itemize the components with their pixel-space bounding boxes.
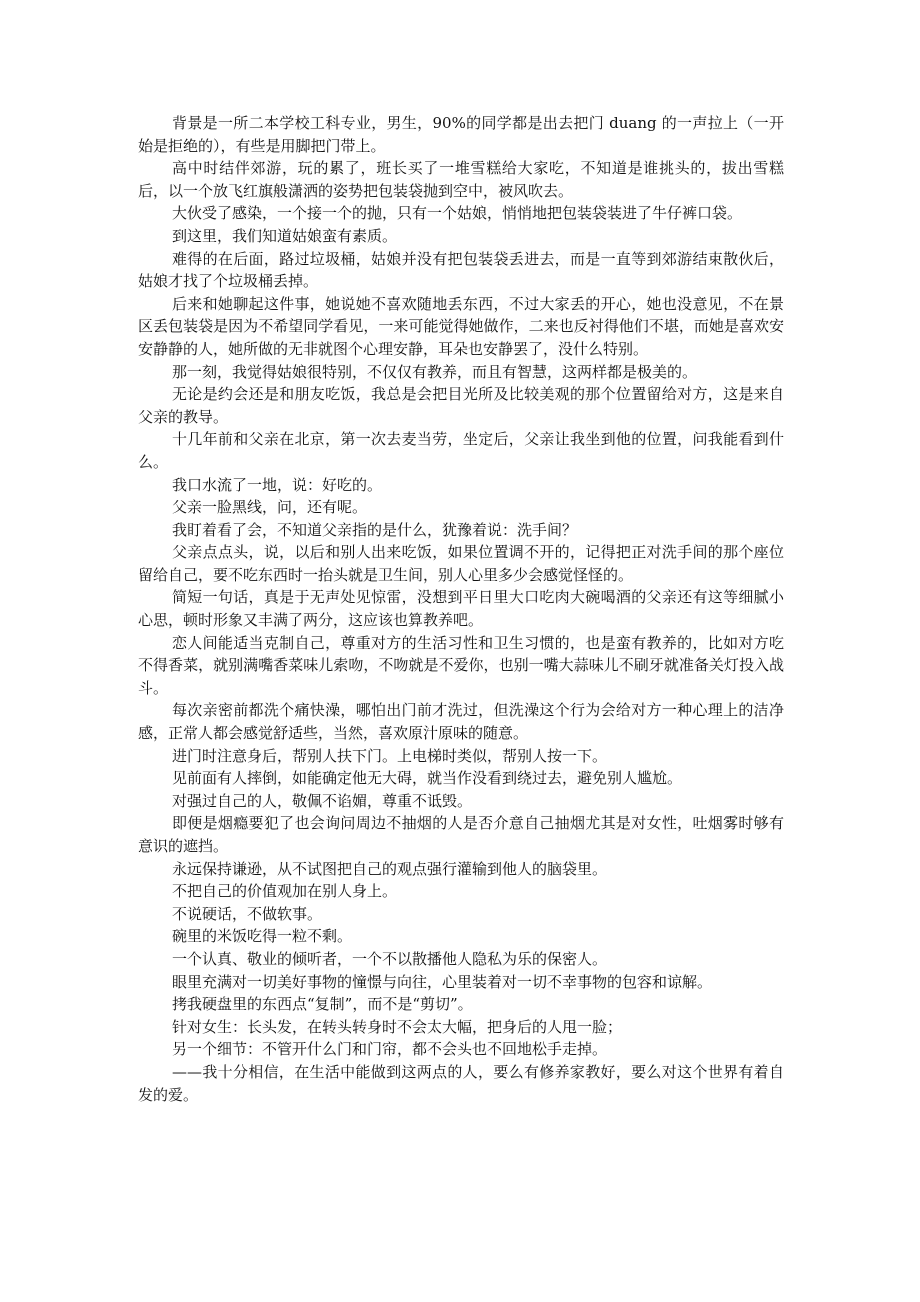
paragraph: 十几年前和父亲在北京，第一次去麦当劳，坐定后，父亲让我坐到他的位置，问我能看到什么。 xyxy=(138,430,784,471)
paragraph: 恋人间能适当克制自己，尊重对方的生活习性和卫生习惯的，也是蛮有教养的，比如对方吃不得香菜，就别满嘴香菜味儿索吻，不吻就是不爱你，也别一嘴大蒜味儿不刷牙就准备关灯投入战斗。 xyxy=(138,633,784,697)
paragraph: 不把自己的价值观加在别人身上。 xyxy=(172,882,398,901)
paragraph: 那一刻，我觉得姑娘很特别，不仅仅有教养，而且有智慧，这两样都是极美的。 xyxy=(172,362,698,381)
paragraph: 另一个细节：不管开什么门和门帘，都不会头也不回地松手走掉。 xyxy=(172,1040,608,1059)
paragraph: 简短一句话，真是于无声处见惊雷，没想到平日里大口吃肉大碗喝酒的父亲还有这等细腻小心思，顿时形象又丰满了两分，这应该也算教养吧。 xyxy=(138,588,784,630)
paragraph: 难得的在后面，路过垃圾桶，姑娘并没有把包装袋丢进去，而是一直等到郊游结束散伙后，姑娘才找了个垃圾桶丢掉。 xyxy=(138,249,784,291)
paragraph: 针对女生：长头发，在转头转身时不会太大幅，把身后的人甩一脸； xyxy=(172,1017,623,1036)
paragraph: 每次亲密前都洗个痛快澡，哪怕出门前才洗过，但洗澡这个行为会给对方一种心理上的洁净感，正常人都会感觉舒适些，当然，喜欢原汁原味的随意。 xyxy=(138,701,784,743)
paragraph: 父亲点点头，说，以后和别人出来吃饭，如果位置调不开的，记得把正对洗手间的那个座位留给自己，要不吃东西时一抬头就是卫生间，别人心里多少会感觉怪怪的。 xyxy=(138,543,784,584)
paragraph: 碗里的米饭吃得一粒不剩。 xyxy=(172,927,353,946)
paragraph: 我盯着看了会，不知道父亲指的是什么，犹豫着说：洗手间？ xyxy=(172,520,578,539)
paragraph: 高中时结伴郊游，玩的累了，班长买了一堆雪糕给大家吃，不知道是谁挑头的，拔出雪糕后，以一个放飞红旗般潇洒的姿势把包装袋抛到空中，被风吹去。 xyxy=(138,159,784,200)
paragraph: 后来和她聊起这件事，她说她不喜欢随地丢东西，不过大家丢的开心，她也没意见，不在景区丢包装袋是因为不希望同学看见，一来可能觉得她做作，二来也反衬得他们不堪，而她是喜欢安安静静的人，她所做的无非就图个心理安静，耳朵也安静罢了，没什么特别。 xyxy=(138,294,784,358)
paragraph: 眼里充满对一切美好事物的憧憬与向往，心里装着对一切不幸事物的包容和谅解。 xyxy=(172,972,713,991)
paragraph: 见前面有人摔倒，如能确定他无大碍，就当作没看到绕过去，避免别人尴尬。 xyxy=(172,769,683,788)
paragraph: 对强过自己的人，敬佩不谄媚，尊重不诋毁。 xyxy=(172,791,473,810)
paragraph: 拷我硬盘里的东西点“复制”，而不是“剪切”。 xyxy=(172,995,473,1014)
paragraph: 背景是一所二本学校工科专业，男生，90%的同学都是出去把门 duang 的一声拉上（一开始是拒绝的），有些是用脚把门带上。 xyxy=(138,114,784,155)
paragraph: 父亲一脸黑线，问，还有呢。 xyxy=(172,498,368,517)
paragraph: 我口水流了一地，说：好吃的。 xyxy=(172,475,383,494)
paragraph: 一个认真、敬业的倾听者，一个不以散播他人隐私为乐的保密人。 xyxy=(172,949,608,968)
paragraph: 大伙受了感染，一个接一个的抛，只有一个姑娘，悄悄地把包装袋装进了牛仔裤口袋。 xyxy=(172,204,743,223)
paragraph: 进门时注意身后，帮别人扶下门。上电梯时类似，帮别人按一下。 xyxy=(172,746,608,765)
paragraph: 即便是烟瘾要犯了也会询问周边不抽烟的人是否介意自己抽烟尤其是对女性，吐烟雾时够有意识的遮挡。 xyxy=(138,814,784,855)
paragraph: 到这里，我们知道姑娘蛮有素质。 xyxy=(172,226,398,245)
paragraph: 无论是约会还是和朋友吃饭，我总是会把目光所及比较美观的那个位置留给对方，这是来自父亲的教导。 xyxy=(138,385,784,426)
paragraph: 永远保持谦逊，从不试图把自己的观点强行灌输到他人的脑袋里。 xyxy=(172,859,608,878)
paragraph: ——我十分相信，在生活中能做到这两点的人，要么有修养家教好，要么对这个世界有着自发的爱。 xyxy=(138,1062,784,1104)
paragraph: 不说硬话，不做软事。 xyxy=(172,904,323,923)
document-body xyxy=(138,112,784,1106)
